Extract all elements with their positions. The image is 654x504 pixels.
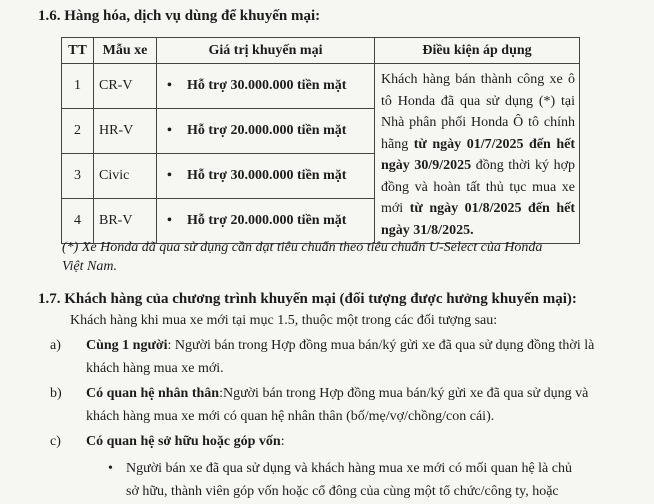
header-condition: Điều kiện áp dụng — [375, 38, 580, 64]
row-value-text: Hỗ trợ 20.000.000 tiền mặt — [187, 123, 347, 138]
promotion-table — [61, 37, 580, 244]
row-value-text: Hỗ trợ 20.000.000 tiền mặt — [187, 213, 347, 228]
condition-cell — [375, 64, 580, 244]
row-value — [157, 154, 375, 199]
footnote-line-2: Việt Nam. — [62, 259, 117, 274]
item-b-line-1 — [86, 386, 588, 402]
item-b-term: Có quan hệ nhân thân — [86, 386, 220, 401]
item-a-line-2: khách hàng mua xe mới. — [86, 361, 224, 376]
row-model: Civic — [94, 154, 157, 199]
table-row — [62, 64, 580, 109]
condition-period-2: từ ngày 01/8/2025 đến hết ngày 31/8/2025. — [381, 201, 575, 238]
bullet-icon: • — [108, 461, 113, 476]
item-b-label: b) — [50, 386, 62, 401]
item-c-line-1 — [86, 434, 285, 450]
row-value — [157, 199, 375, 244]
row-tt: 1 — [62, 64, 94, 109]
row-value — [157, 64, 375, 109]
item-c-label: c) — [50, 434, 61, 449]
item-c-term: Có quan hệ sở hữu hoặc góp vốn — [86, 434, 281, 449]
condition-text-2: đồng thời ký hợp đồng và hoàn tất thủ tục mua xe mới — [381, 158, 575, 216]
footnote-line-1: (*) Xe Honda đã qua sử dụng cần đạt tiêu chuẩn theo tiêu chuẩn U-Select của Honda — [62, 240, 543, 255]
row-tt: 3 — [62, 154, 94, 199]
bullet-icon: • — [167, 123, 172, 138]
bullet-icon: • — [167, 78, 172, 93]
row-value-text: Hỗ trợ 30.000.000 tiền mặt — [187, 78, 347, 93]
row-model: BR-V — [94, 199, 157, 244]
section-1-6-title: 1.6. Hàng hóa, dịch vụ dùng để khuyến mại: — [38, 8, 321, 24]
item-a-text-1: : Người bán trong Hợp đồng mua bán/ký gửi xe đã qua sử dụng đồng thời là — [167, 338, 595, 353]
bullet-icon: • — [167, 213, 172, 228]
row-value-text: Hỗ trợ 30.000.000 tiền mặt — [187, 168, 347, 183]
item-c-bullet-line-1: Người bán xe đã qua sử dụng và khách hàng mua xe mới có mối quan hệ là chủ — [126, 461, 572, 476]
condition-text-1: Khách hàng bán thành công xe ô tô Honda đã qua sử dụng (*) tại Nhà phân phối Honda Ô tô chính hãng — [381, 72, 575, 152]
item-a-label: a) — [50, 338, 61, 353]
row-tt: 2 — [62, 109, 94, 154]
section-1-7-title: 1.7. Khách hàng của chương trình khuyến mại (đối tượng được hưởng khuyến mại): — [38, 291, 577, 307]
item-b-line-2: khách hàng mua xe mới có quan hệ nhân thân (bố/mẹ/vợ/chồng/con cái). — [86, 409, 495, 424]
condition-period-1: từ ngày 01/7/2025 đến hết ngày 30/9/2025 — [381, 136, 576, 173]
item-b-text-1: :Người bán trong Hợp đồng mua bán/ký gửi xe đã qua sử dụng và — [219, 386, 589, 401]
bullet-icon: • — [167, 168, 172, 183]
row-value — [157, 109, 375, 154]
row-tt: 4 — [62, 199, 94, 244]
header-tt: TT — [62, 38, 94, 64]
item-a-line-1 — [86, 338, 594, 354]
section-1-7-intro: Khách hàng khi mua xe mới tại mục 1.5, thuộc một trong các đối tượng sau: — [70, 313, 498, 328]
row-model: HR-V — [94, 109, 157, 154]
row-model: CR-V — [94, 64, 157, 109]
item-a-term: Cùng 1 người — [86, 338, 168, 353]
table-header-row — [62, 38, 580, 64]
item-c-bullet-line-2: sở hữu, thành viên góp vốn hoặc cổ đông của cùng một tổ chức/công ty, hoặc — [126, 484, 559, 499]
header-model: Mẫu xe — [94, 38, 157, 64]
item-c-text-1: : — [280, 434, 285, 449]
header-value: Giá trị khuyến mại — [157, 38, 375, 64]
